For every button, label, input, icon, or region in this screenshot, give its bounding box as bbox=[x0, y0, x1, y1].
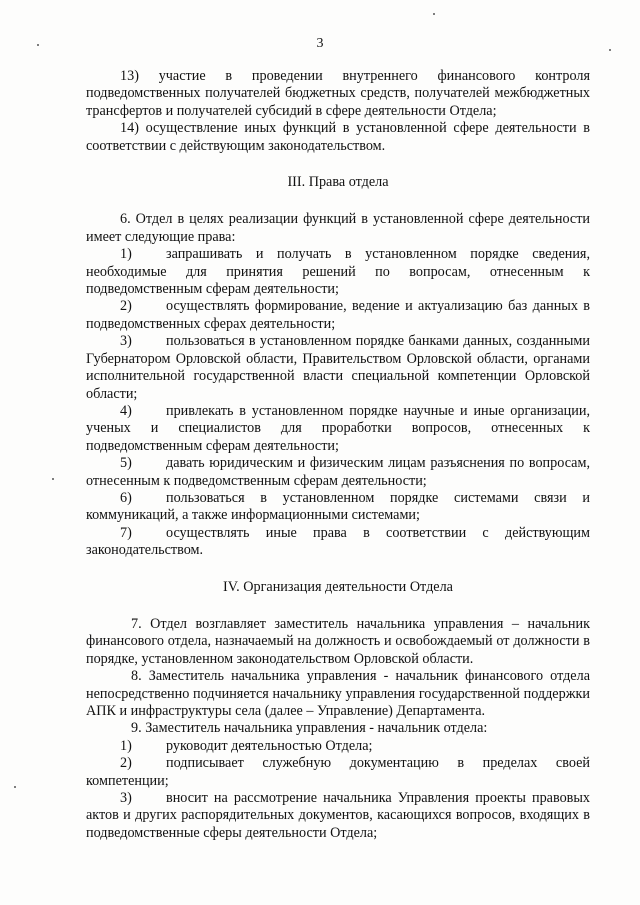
paragraph-9: 9. Заместитель начальника управления - начальник отдела: bbox=[131, 720, 488, 737]
item-text: давать юридическим и физическим лицам разъяснения по вопросам, отнесенным к подведомственным сферам деятельности; bbox=[86, 455, 590, 489]
item-number: 1) bbox=[120, 246, 132, 263]
item-text: пользоваться в установленном порядке системами связи и коммуникаций, а также информационными системами; bbox=[86, 489, 590, 524]
item-number: 1) bbox=[120, 737, 132, 754]
rights-item bbox=[86, 455, 590, 490]
item-text: подписывает служебную документацию в пределах своей компетенции; bbox=[86, 755, 590, 789]
rights-intro: 6. Отдел в целях реализации функций в установленной сфере деятельности имеет следующие права: bbox=[86, 211, 590, 245]
item-number: 2) bbox=[120, 298, 132, 315]
rights-item bbox=[86, 525, 590, 560]
item-number: 7) bbox=[120, 524, 132, 541]
section-heading-organization: IV. Организация деятельности Отдела bbox=[223, 578, 453, 595]
item-text: руководит деятельностью Отдела; bbox=[166, 737, 373, 754]
item-text: пользоваться в установленном порядке банками данных, созданными Губернатором Орловской области, Правительством Орловской области, органами исполнительной государственной власти специальной компетенции Орловской области; bbox=[86, 333, 590, 402]
duties-item bbox=[86, 738, 590, 755]
item-number: 3) bbox=[120, 790, 132, 807]
section-organization bbox=[86, 616, 590, 842]
rights-item bbox=[86, 298, 590, 333]
item-number: 3) bbox=[120, 333, 132, 350]
paragraph-8: 8. Заместитель начальника управления - начальник финансового отдела непосредственно подчиняется начальнику управления государственной поддержки АПК и инфраструктуры села (далее – Управление) Департамента. bbox=[86, 668, 590, 719]
item-text: осуществлять иные права в соответствии с действующим законодательством. bbox=[86, 524, 590, 559]
item-text: запрашивать и получать в установленном порядке сведения, необходимые для принятия решений по вопросам, отнесенным к подведомственным сферам деятельности; bbox=[86, 246, 590, 298]
item-text: осуществлять формирование, ведение и актуализацию баз данных в подведомственных сферах деятельности; bbox=[86, 298, 590, 332]
document-body bbox=[86, 68, 590, 842]
scan-speck bbox=[14, 786, 16, 788]
rights-item bbox=[86, 333, 590, 403]
duties-item bbox=[86, 755, 590, 790]
item-number: 5) bbox=[120, 455, 132, 472]
scan-speck bbox=[433, 13, 435, 15]
duties-item bbox=[86, 790, 590, 842]
item-number: 4) bbox=[120, 402, 132, 419]
rights-item bbox=[86, 246, 590, 298]
paragraph-7: 7. Отдел возглавляет заместитель начальника управления – начальник финансового отдела, назначаемый на должность и освобождаемый от должности в порядке, установленном законодательством Орловской области. bbox=[86, 615, 590, 667]
section-heading-rights: III. Права отдела bbox=[287, 174, 389, 191]
paragraph-14: 14) осуществление иных функций в установленной сфере деятельности в соответствии с действующим законодательством. bbox=[86, 120, 590, 154]
scan-speck bbox=[52, 478, 54, 480]
item-number: 2) bbox=[120, 755, 132, 772]
rights-item bbox=[86, 490, 590, 525]
item-text: вносит на рассмотрение начальника Управления проекты правовых актов и других распорядительных документов, касающихся вопросов, входящих в подведомственные сферы деятельности Отдела; bbox=[86, 790, 590, 841]
paragraph-13: 13) участие в проведении внутреннего финансового контроля подведомственных получателей бюджетных средств, получателей межбюджетных трансфертов и получателей субсидий в сфере деятельности Отдела; bbox=[86, 68, 590, 119]
page-number: 3 bbox=[316, 36, 324, 51]
rights-item bbox=[86, 403, 590, 455]
section-rights bbox=[86, 211, 590, 559]
item-number: 6) bbox=[120, 489, 132, 506]
item-text: привлекать в установленном порядке научные и иные организации, ученых и специалистов для проработки вопросов, отнесенных к подведомственным сферам деятельности; bbox=[86, 402, 590, 454]
